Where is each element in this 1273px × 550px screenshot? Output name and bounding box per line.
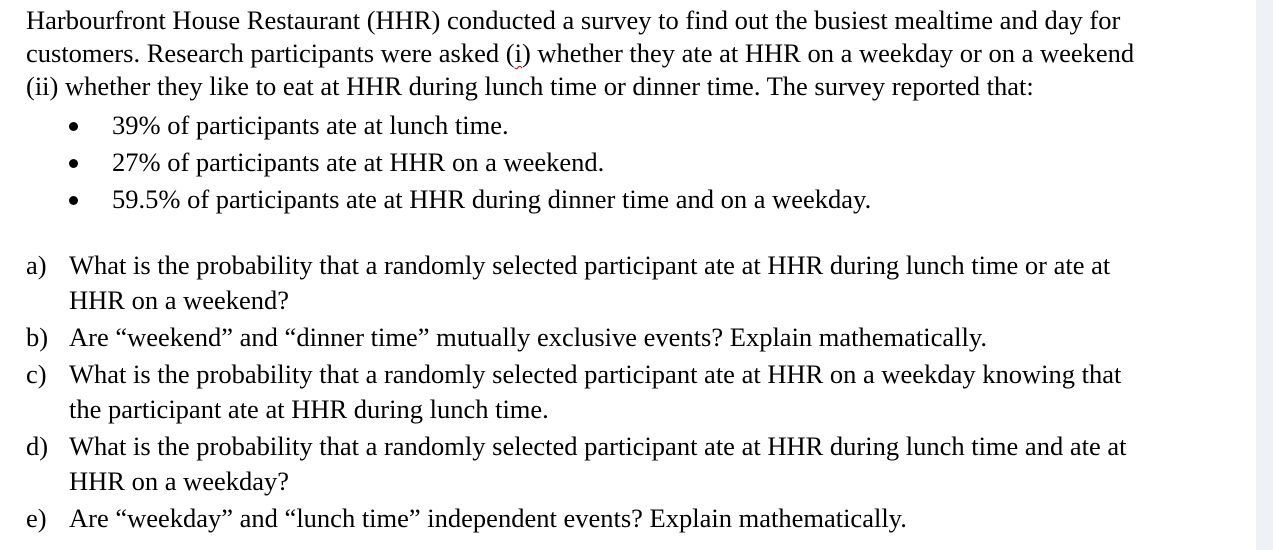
question-list (0, 248, 1240, 538)
question-marker: c) (26, 359, 47, 389)
intro-line-2 (26, 37, 1246, 70)
intro-line-2-start: customers. Research participants were asked ( (26, 38, 515, 68)
question-d (0, 429, 1240, 499)
intro-line-2-end: ) whether they ate at HHR on a weekday or on a weekend (521, 38, 1135, 68)
question-marker: a) (26, 250, 47, 280)
question-text-line: HHR on a weekend? (69, 285, 290, 315)
question-text-line: What is the probability that a randomly selected participant ate at HHR on a weekday knowing that (69, 359, 1122, 389)
question-text-line: Are “weekend” and “dinner time” mutually exclusive events? Explain mathematically. (69, 322, 988, 352)
bullet-text: 39% of participants ate at lunch time. (112, 110, 509, 140)
question-marker: d) (26, 431, 49, 461)
question-a (0, 248, 1240, 318)
question-text-line: HHR on a weekday? (69, 466, 290, 496)
question-text-line: What is the probability that a randomly selected participant ate at HHR during lunch time and ate at (69, 431, 1127, 461)
list-item (0, 181, 1240, 218)
list-item (0, 107, 1240, 144)
list-item (0, 144, 1240, 181)
question-b (0, 320, 1240, 355)
bullet-text: 27% of participants ate at HHR on a weekend. (112, 147, 605, 177)
survey-results-list (0, 107, 1240, 218)
bullet-text: 59.5% of participants ate at HHR during dinner time and on a weekday. (112, 184, 872, 214)
intro-line-3: (ii) whether they like to eat at HHR during lunch time or dinner time. The survey reported that: (26, 71, 1034, 101)
question-e (0, 501, 1240, 536)
question-text-line: Are “weekday” and “lunch time” independent events? Explain mathematically. (69, 503, 907, 533)
intro-line-1: Harbourfront House Restaurant (HHR) conducted a survey to find out the busiest mealtime and day for (26, 5, 1121, 35)
bullet-icon (69, 196, 78, 205)
right-margin-strip (1256, 0, 1273, 550)
question-text-line: the participant ate at HHR during lunch time. (69, 394, 549, 424)
bullet-icon (69, 122, 78, 131)
spellcheck-marked-word[interactable]: i (514, 38, 522, 68)
question-c (0, 357, 1240, 427)
intro-paragraph (26, 4, 1246, 103)
question-marker: e) (26, 503, 47, 533)
question-text-line: What is the probability that a randomly selected participant ate at HHR during lunch time or ate at (69, 250, 1111, 280)
question-marker: b) (26, 322, 49, 352)
bullet-icon (69, 159, 78, 168)
